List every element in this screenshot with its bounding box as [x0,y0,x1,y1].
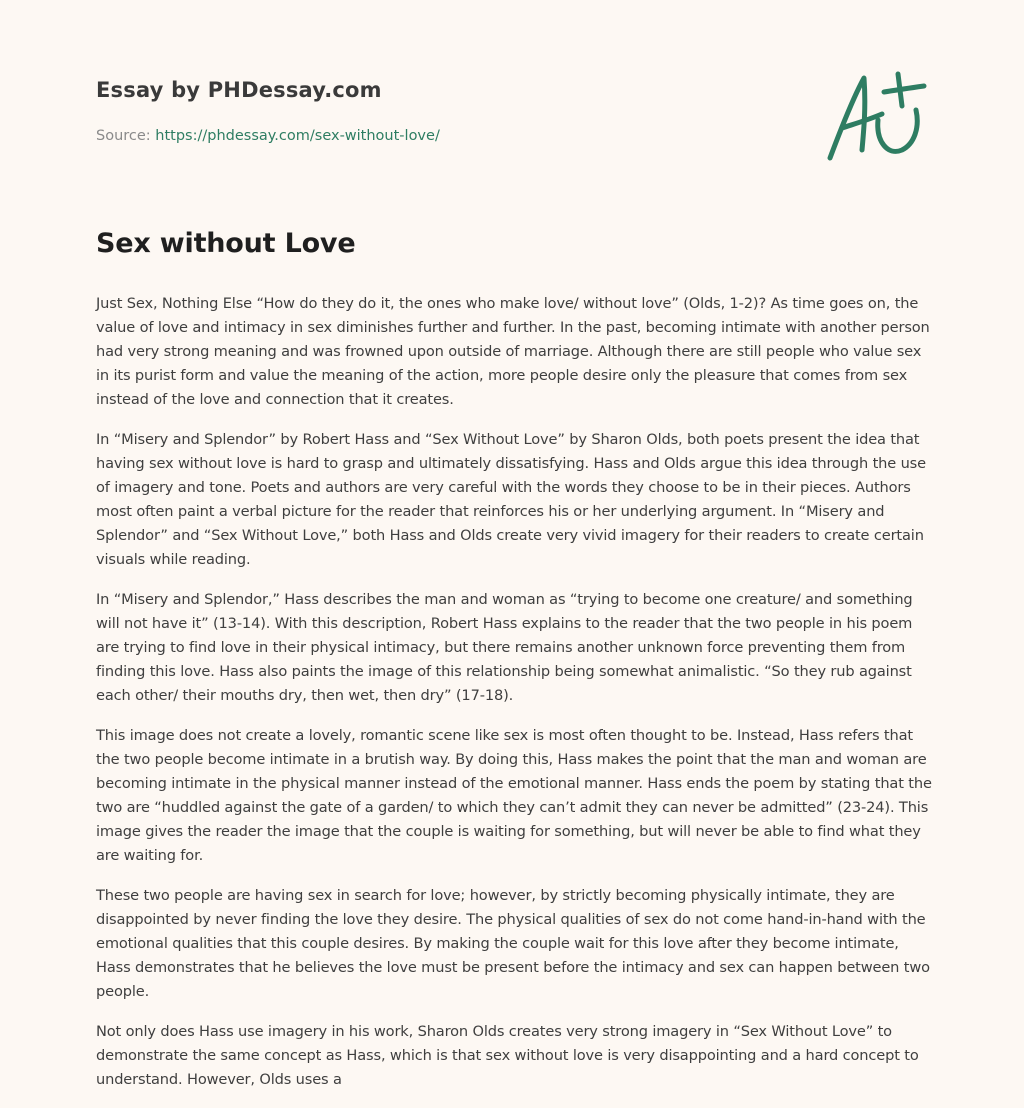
article-paragraph-5: These two people are having sex in search for love; however, by strictly becoming physically intimate, they are disappointed by never finding the love they desire. The physical qualities of sex do not come hand-in-hand with the emotional qualities that this couple desires. By making the couple wait for this love after they become intimate, Hass demonstrates that he believes the love must be present before the intimacy and sex can happen between two people. [96,887,930,1000]
site-title: Essay by PHDessay.com [96,78,382,102]
a-plus-logo [820,66,930,166]
article-paragraph-3: In “Misery and Splendor,” Hass describes the man and woman as “trying to become one creature/ and something will not have it” (13-14). With this description, Robert Hass explains to the reader that the two people in his poem are trying to find love in their physical intimacy, but there remains another unknown force preventing them from finding this love. Hass also paints the image of this relationship being somewhat animalistic. “So they rub against each other/ their mouths dry, then wet, then dry” (17-18). [96,591,913,704]
a-plus-logo-icon [820,66,930,166]
article-paragraph-1: Just Sex, Nothing Else “How do they do it, the ones who make love/ without love” (Olds, 1-2)? As time goes on, the value of love and intimacy in sex diminishes further and further. In the past, becoming intimate with another person had very strong meaning and was frowned upon outside of marriage. Although there are still people who value sex in its purist form and value the meaning of the action, more people desire only the pleasure that comes from sex instead of the love and connection that it creates. [96,295,930,408]
article-paragraph-6: Not only does Hass use imagery in his work, Sharon Olds creates very strong imagery in “Sex Without Love” to demonstrate the same concept as Hass, which is that sex without love is very disappointing and a hard concept to understand. However, Olds uses a [96,1023,919,1088]
source-line [96,126,696,146]
source-label: Source: [96,128,151,144]
article-paragraph-2: In “Misery and Splendor” by Robert Hass and “Sex Without Love” by Sharon Olds, both poets present the idea that having sex without love is hard to grasp and ultimately dissatisfying. Hass and Olds argue this idea through the use of imagery and tone. Poets and authors are very careful with the words they choose to be in their pieces. Authors most often paint a verbal picture for the reader that reinforces his or her underlying argument. In “Misery and Splendor” and “Sex Without Love,” both Hass and Olds create very vivid imagery for their readers to create certain visuals while reading. [96,431,926,568]
article-title: Sex without Love [96,228,356,259]
article-paragraph-4: This image does not create a lovely, romantic scene like sex is most often thought to be. Instead, Hass refers that the two people become intimate in a brutish way. By doing this, Hass makes the point that the man and woman are becoming intimate in the physical manner instead of the emotional manner. Hass ends the poem by stating that the two are “huddled against the gate of a garden/ to which they can’t admit they can never be admitted” (23-24). This image gives the reader the image that the couple is waiting for something, but will never be able to find what they are waiting for. [96,727,932,864]
site-header [96,76,696,146]
article [96,224,932,1108]
source-link[interactable]: https://phdessay.com/sex-without-love/ [155,128,440,144]
